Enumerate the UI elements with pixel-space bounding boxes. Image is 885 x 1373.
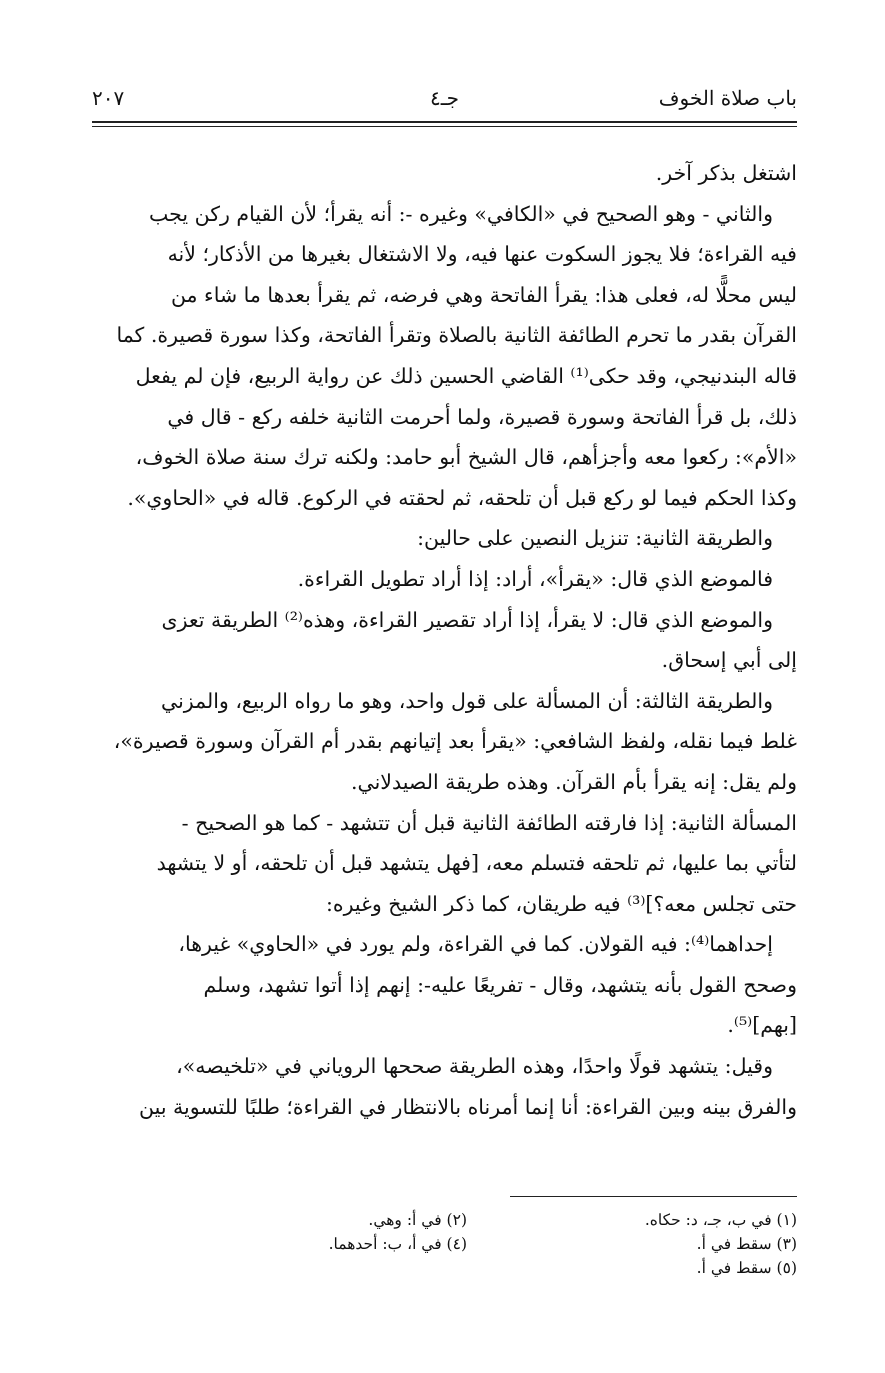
footnote-separator [510, 1196, 797, 1197]
footnotes [92, 1208, 797, 1280]
text-line: إحداهما⁽⁴⁾: فيه القولان. كما في القراءة، ولم يورد في «الحاوي» غيرها، [178, 932, 773, 957]
text-line: غلط فيما نقله، ولفظ الشافعي: «يقرأ بعد إتيانهم بقدر أم القرآن وسورة قصيرة»، [113, 729, 797, 754]
footnote-2: (٢) في أ: وهي. [368, 1211, 467, 1229]
text-line: «الأم»: ركعوا معه وأجزأهم، قال الشيخ أبو حامد: ولكنه ترك سنة صلاة الخوف، [135, 445, 797, 470]
text-line: ليس محلًّا له، فعلى هذا: يقرأ الفاتحة وهي فرضه، ثم يقرأ بعدها ما شاء من [170, 282, 797, 307]
text-line: حتى تجلس معه؟]⁽³⁾ فيه طريقان، كما ذكر الشيخ وغيره: [325, 891, 797, 916]
footnote-3: (٣) سقط في أ. [696, 1235, 797, 1253]
text-line: قاله البندنيجي، وقد حكى⁽¹⁾ القاضي الحسين ذلك عن رواية الربيع، فإن لم يفعل [135, 363, 797, 388]
text-line: وكذا الحكم فيما لو ركع قبل أن تلحقه، ثم لحقته في الركوع. قاله في «الحاوي». [127, 485, 797, 510]
header-rule-thin [92, 126, 797, 127]
running-header [92, 82, 797, 118]
text-line: ولم يقل: إنه يقرأ بأم القرآن. وهذه طريقة الصيدلاني. [350, 769, 797, 794]
text-line: وصحح القول بأنه يتشهد، وقال - تفريعًا عليه-: إنهم إذا أتوا تشهد، وسلم [203, 972, 797, 997]
main-text [92, 153, 797, 1127]
text-line: إلى أبي إسحاق. [661, 648, 797, 673]
page-number: ٢٠٧ [92, 86, 125, 110]
text-line: والطريقة الثانية: تنزيل النصين على حالين: [417, 526, 773, 551]
text-line: اشتغل بذكر آخر. [655, 161, 797, 185]
text-line: والطريقة الثالثة: أن المسألة على قول واحد، وهو ما رواه الربيع، والمزني [161, 688, 773, 713]
text-line: فيه القراءة؛ فلا يجوز السكوت عنها فيه، ولا الاشتغال بغيرها من الأذكار؛ لأنه [167, 242, 797, 267]
text-line: والفرق بينه وبين القراءة: أنا إنما أمرناه بالانتظار في القراءة؛ طلبًا للتسوية بين [139, 1094, 797, 1119]
chapter-title: باب صلاة الخوف [658, 86, 797, 110]
text-line: لتأتي بما عليها، ثم تلحقه فتسلم معه، [فهل يتشهد قبل أن تلحقه، أو لا يتشهد [156, 851, 797, 876]
text-line: [بهم]⁽⁵⁾. [727, 1013, 797, 1038]
volume-label: جـ٤ [430, 86, 459, 110]
header-rule-thick [92, 121, 797, 123]
text-line: ذلك، بل قرأ الفاتحة وسورة قصيرة، ولما أحرمت الثانية خلفه ركع - قال في [167, 404, 797, 429]
text-line: فالموضع الذي قال: «يقرأ»، أراد: إذا أراد تطويل القراءة. [297, 566, 773, 591]
text-line: القرآن بقدر ما تحرم الطائفة الثانية بالصلاة وتقرأ الفاتحة، وكذا سورة قصيرة. كما [116, 323, 797, 348]
footnote-1: (١) في ب، جـ، د: حكاه. [644, 1211, 797, 1229]
text-line: المسألة الثانية: إذا فارقته الطائفة الثانية قبل أن تتشهد - كما هو الصحيح - [181, 810, 797, 835]
footnote-4: (٤) في أ، ب: أحدهما. [328, 1235, 467, 1253]
text-line: والثاني - وهو الصحيح في «الكافي» وغيره -: أنه يقرأ؛ لأن القيام ركن يجب [149, 201, 773, 226]
footnote-row [92, 1256, 797, 1280]
footnote-row [92, 1208, 797, 1232]
text-line: وقيل: يتشهد قولًا واحدًا، وهذه الطريقة صححها الروياني في «تلخيصه»، [176, 1054, 773, 1079]
footnote-row [92, 1232, 797, 1256]
text-line: والموضع الذي قال: لا يقرأ، إذا أراد تقصير القراءة، وهذه⁽²⁾ الطريقة تعزى [161, 607, 773, 632]
footnote-5: (٥) سقط في أ. [696, 1259, 797, 1277]
